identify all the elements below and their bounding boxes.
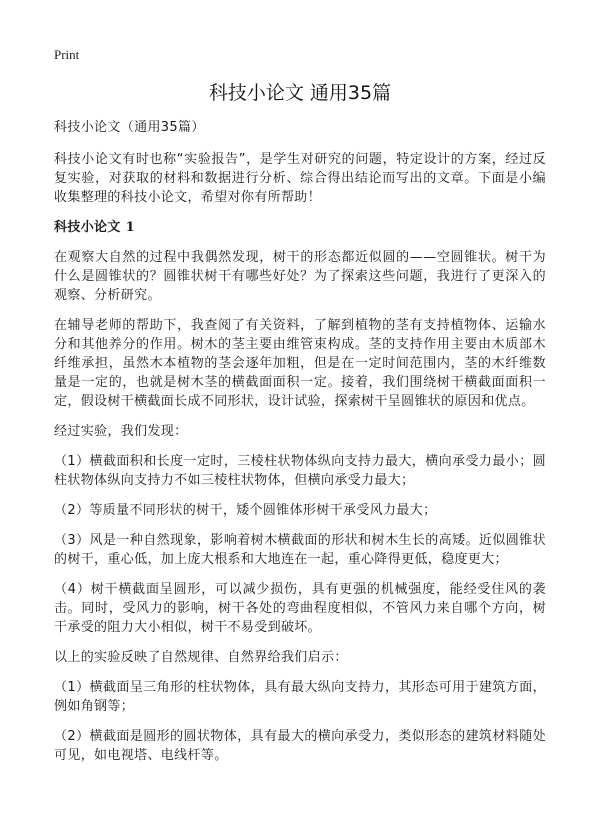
finding-item: （4）树干横截面呈圆形，可以减少损伤，具有更强的机械强度，能经受住风的袭击。同时，受风力的影响，树干各处的弯曲程度相似，不管风力来自哪个方向，树干承受的阻力大小相似，树干不易受到破坏。 [54, 582, 546, 635]
page-title: 科技小论文 通用35篇 [208, 82, 392, 104]
paragraph: 经过实验，我们发现： [54, 424, 188, 439]
finding-item: （3）风是一种自然现象，影响着树木横截面的形状和树木生长的高矮。近似圆锥状的树干，重心低，加上庞大根系和大地连在一起，重心降得更低，稳度更大； [54, 533, 546, 567]
print-link[interactable]: Print [54, 47, 80, 62]
insight-item: （1）横截面呈三角形的柱状物体，具有最大纵向支持力，其形态可用于建筑方面，例如角钢等； [54, 680, 546, 714]
paragraph: 在观察大自然的过程中我偶然发现，树干的形态都近似圆的——空圆锥状。树干为什么是圆锥状的？圆锥状树干有哪些好处？为了探索这些问题，我进行了更深入的观察、分析研究。 [54, 250, 546, 303]
paragraph: 以上的实验反映了自然规律、自然界给我们启示： [54, 650, 348, 665]
finding-item: （2）等质量不同形状的树干，矮个圆锥体形树干承受风力最大； [54, 503, 437, 518]
paragraph: 在辅导老师的帮助下，我查阅了有关资料，了解到植物的茎有支持植物体、运输水分和其他养分的作用。树木的茎主要由维管束构成。茎的支持作用主要由木质部木纤维承担，虽然木本植物的茎会逐年加粗，但是在一定时间范围内，茎的木纤维数量是一定的，也就是树木茎的横截面面积一定。接着，我们围绕树干横截面面积一定，假设树干横截面长成不同形状，设计试验，探索树干呈圆锥状的原因和优点。 [54, 318, 546, 409]
article-body [54, 118, 546, 776]
intro-paragraph: 科技小论文有时也称“实验报告”，是学生对研究的问题，特定设计的方案，经过反复实验，对获取的材料和数据进行分析、综合得出结论而写出的文章。下面是小编收集整理的科技小论文，希望对你有所帮助！ [54, 152, 546, 205]
article-subtitle: 科技小论文（通用35篇） [54, 120, 205, 135]
finding-item: （1）横截面积和长度一定时，三棱柱状物体纵向支持力最大，横向承受力最小；圆柱状物体纵向支持力不如三棱柱状物体，但横向承受力最大； [54, 454, 546, 488]
section-heading: 科技小论文 1 [54, 220, 136, 235]
insight-item: （2）横截面是圆形的圆状物体，具有最大的横向承受力，类似形态的建筑材料随处可见，如电视塔、电线杆等。 [54, 729, 546, 763]
